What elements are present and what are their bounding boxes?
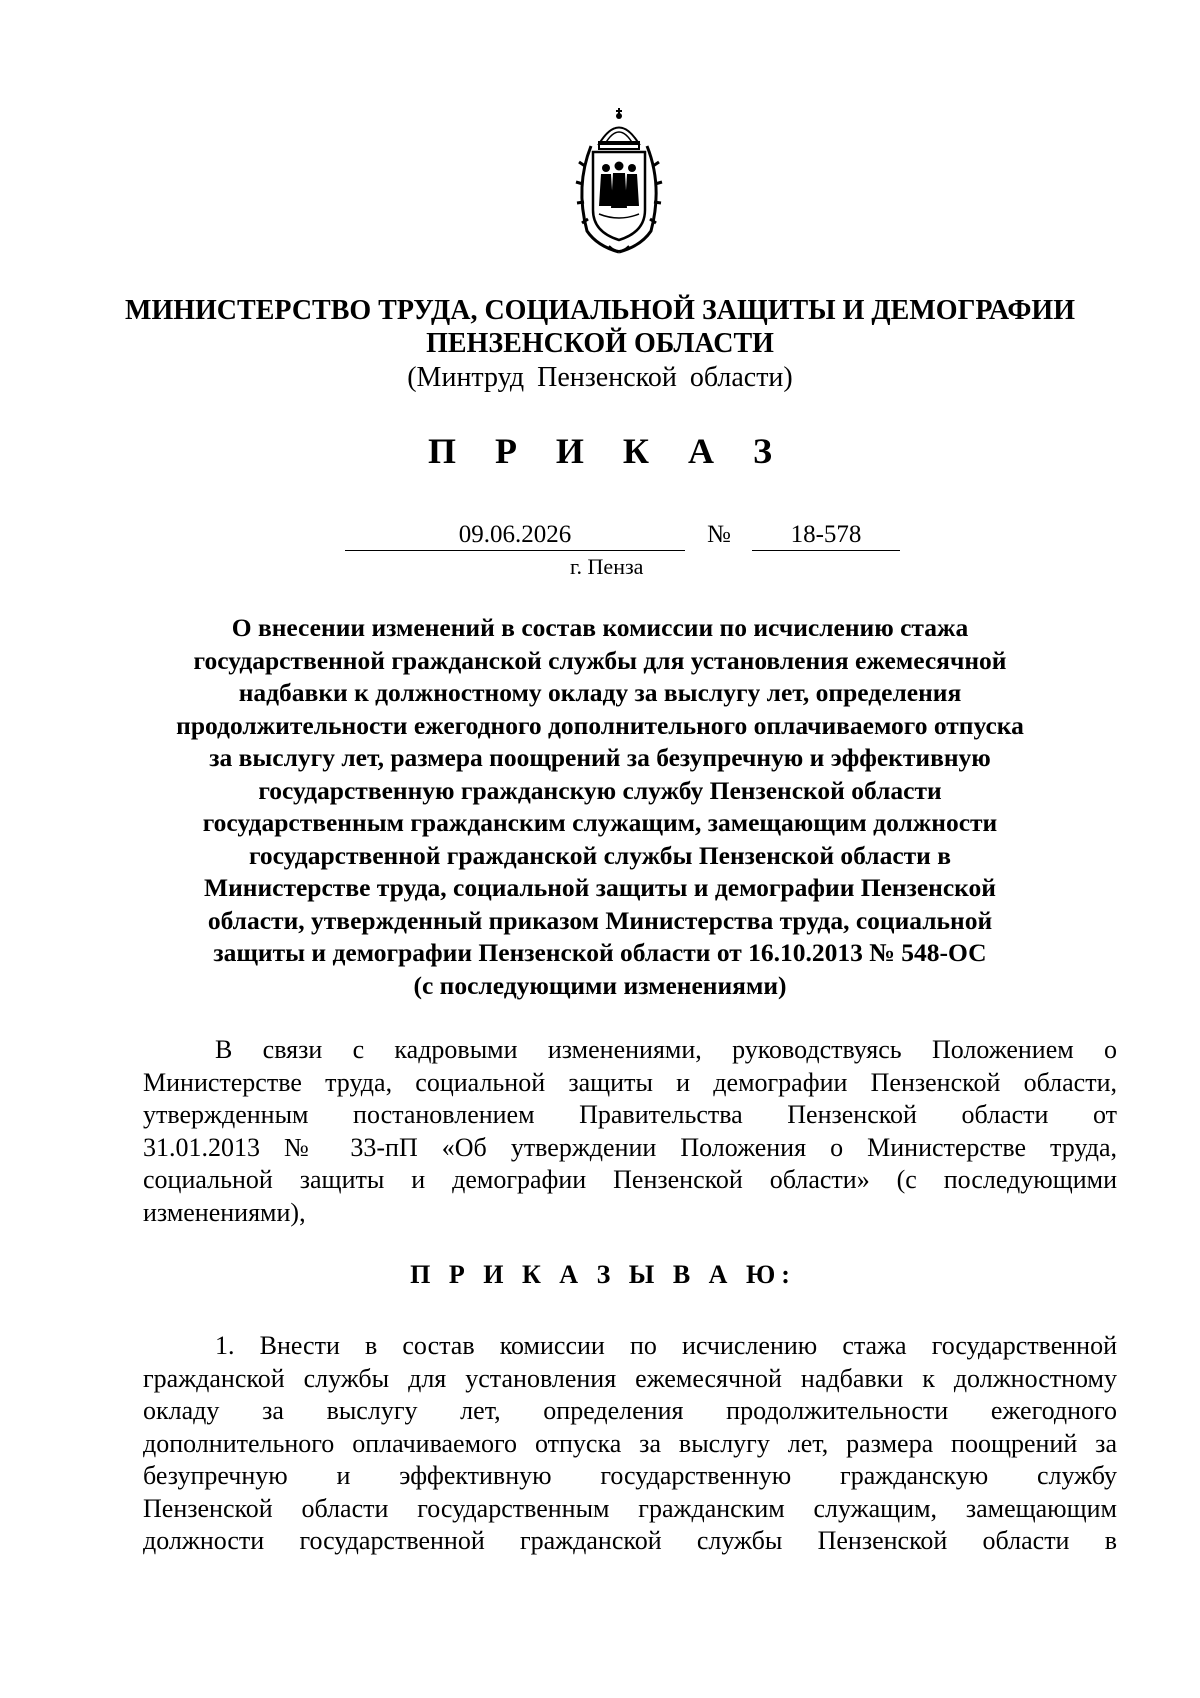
ministry-name-line2: ПЕНЗЕНСКОЙ ОБЛАСТИ (426, 328, 774, 359)
number-sign: № (707, 521, 731, 548)
paragraph-line: безупречную и эффективную государственную гражданскую службу (143, 1461, 1117, 1490)
paragraph-line: Министерстве труда, социальной защиты и демографии Пензенской области, (143, 1067, 1117, 1097)
document-subject (150, 612, 1050, 1002)
subject-line: продолжительности ежегодного дополнительного оплачиваемого отпуска (176, 710, 1024, 740)
paragraph-line: изменениями), (143, 1197, 306, 1227)
paragraph-line: В связи с кадровыми изменениями, руководствуясь Положением о (215, 1035, 1117, 1064)
paragraph-line: гражданской службы для установления ежемесячной надбавки к должностному (143, 1363, 1117, 1393)
subject-line: О внесении изменений в состав комиссии по исчислению стажа (231, 613, 969, 642)
item-1-paragraph (143, 1330, 1117, 1558)
document-city: г. Пенза (570, 554, 644, 579)
document-type-title: П Р И К А З (427, 431, 788, 471)
ministry-short-name: (Минтруд Пензенской области) (407, 362, 793, 393)
subject-line: государственным гражданским служащим, замещающим должности (202, 808, 998, 837)
subject-line: надбавки к должностному окладу за выслугу лет, определения (238, 678, 962, 707)
coat-of-arms-emblem (569, 106, 669, 256)
paragraph-line: должности государственной гражданской службы Пензенской области в (143, 1526, 1117, 1555)
document-date: 09.06.2026 (345, 520, 685, 551)
paragraph-line: 1. Внести в состав комиссии по исчислению стажа государственной (215, 1331, 1117, 1360)
ministry-name-line1: МИНИСТЕРСТВО ТРУДА, СОЦИАЛЬНОЙ ЗАЩИТЫ И ДЕМОГРАФИИ (125, 295, 1075, 326)
document-number: 18-578 (752, 520, 900, 551)
subject-line: государственную гражданскую службу Пензенской области (258, 775, 942, 805)
paragraph-line: Пензенской области государственным гражданским служащим, замещающим (143, 1493, 1117, 1523)
paragraph-line: социальной защиты и демографии Пензенской области» (с последующими (143, 1165, 1117, 1194)
paragraph-line: дополнительного оплачиваемого отпуска за выслугу лет, размера поощрений за (143, 1428, 1117, 1458)
subject-line: защиты и демографии Пензенской области от 16.10.2013 № 548-ОС (213, 938, 987, 967)
subject-line: государственной гражданской службы Пензенской области в (248, 840, 952, 870)
orders-heading: П Р И К А З Ы В А Ю: (410, 1260, 796, 1289)
subject-line: области, утвержденный приказом Министерства труда, социальной (207, 905, 993, 935)
paragraph-line: утвержденным постановлением Правительства Пензенской области от (143, 1100, 1117, 1129)
preamble-paragraph (143, 1034, 1117, 1229)
subject-line: за выслугу лет, размера поощрений за безупречную и эффективную (209, 743, 991, 772)
paragraph-line: 31.01.2013 № 33-пП «Об утверждении Положения о Министерстве труда, (143, 1132, 1117, 1162)
subject-line: Министерстве труда, социальной защиты и демографии Пензенской (204, 873, 996, 902)
subject-line: государственной гражданской службы для установления ежемесячной (193, 645, 1007, 675)
subject-line: (с последующими изменениями) (413, 970, 787, 1000)
paragraph-line: окладу за выслугу лет, определения продолжительности ежегодного (143, 1396, 1117, 1425)
